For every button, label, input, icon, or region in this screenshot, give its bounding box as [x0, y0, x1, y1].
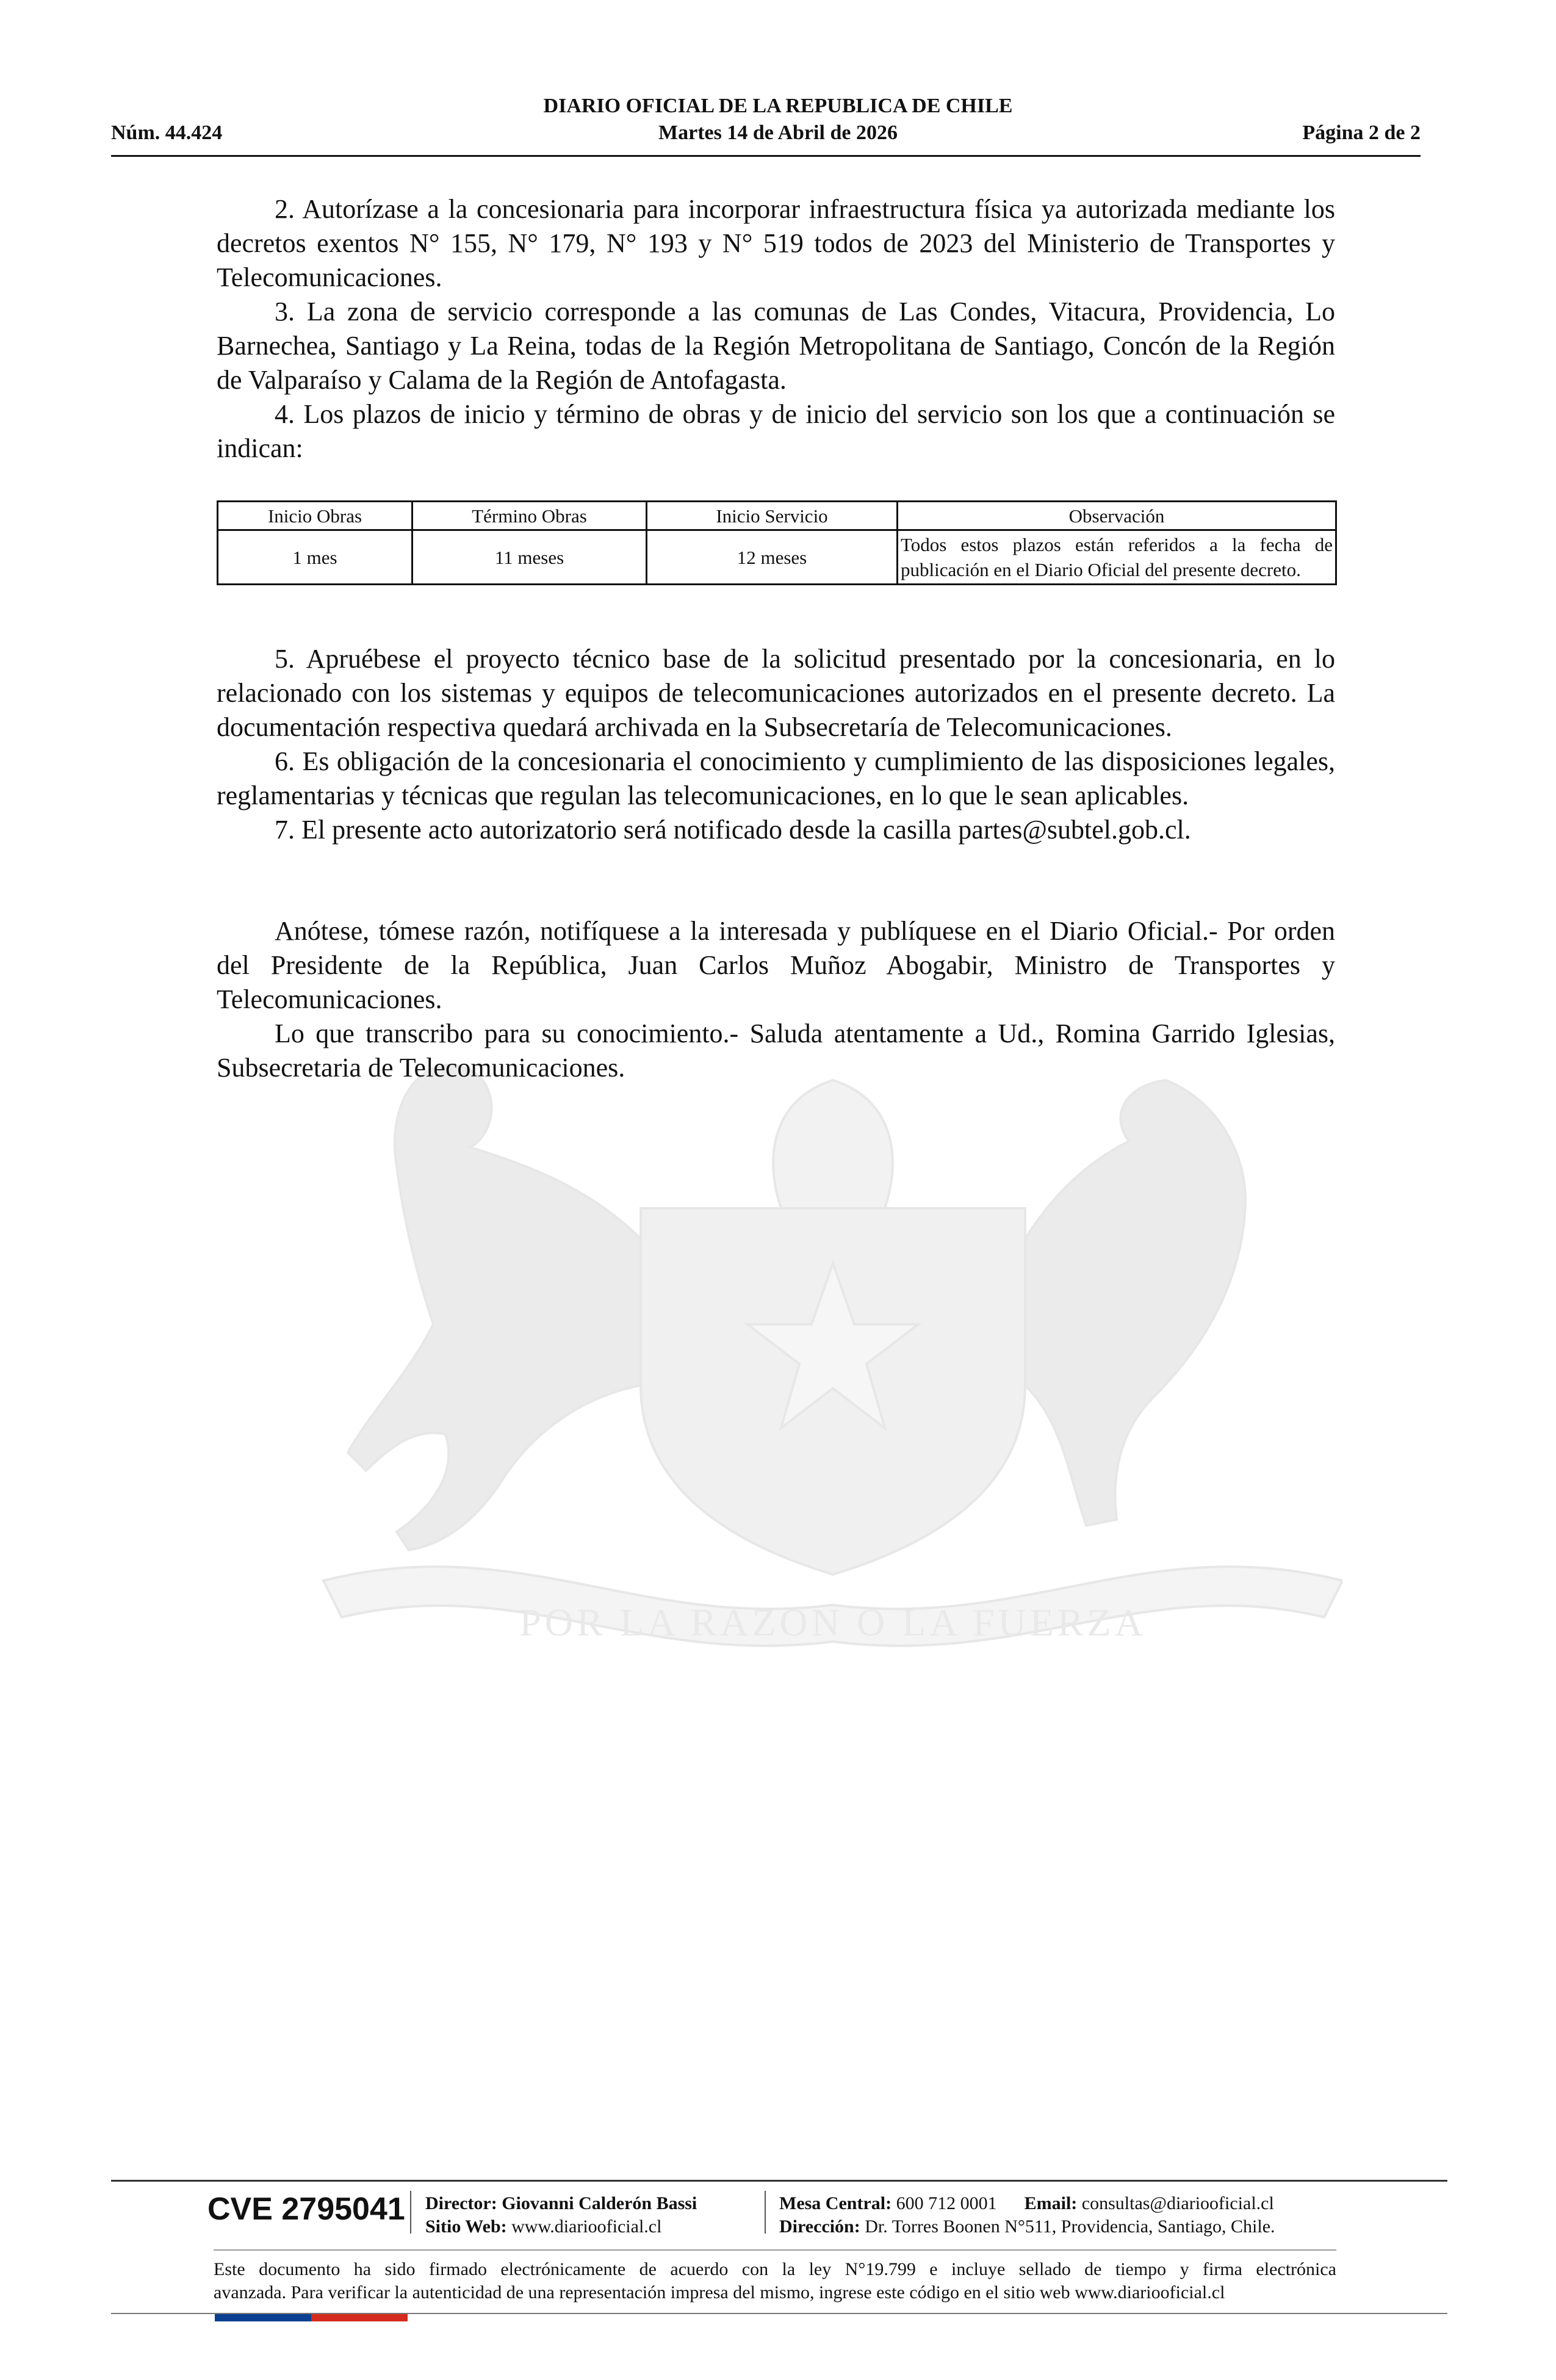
- paragraph-6: 6. Es obligación de la concesionaria el conocimiento y cumplimiento de las disposiciones legales, reglamentarias y técnicas que regulan las telecomunicaciones, en lo que le sean aplicables.: [217, 746, 1335, 810]
- paragraph-5: 5. Apruébese el proyecto técnico base de la solicitud presentado por la concesionaria, en lo relacionado con los sistemas y equipos de telecomunicaciones autorizados en el presente decreto. La documentación respectiva quedará archivada en la Subsecretaría de Telecomunicaciones.: [217, 644, 1335, 742]
- coat-of-arms-watermark: [214, 1007, 1342, 1666]
- legal-notice-line-2: avanzada. Para verificar la autenticidad de una representación impresa del mismo, ingrese este código en el sitio web www.diariooficial.cl: [214, 2282, 1225, 2302]
- footer-director: [425, 2192, 697, 2215]
- decree-body-bottom: [217, 642, 1335, 847]
- closing-paragraph-1: Anótese, tómese razón, notifíquese a la interesada y publíquese en el Diario Oficial.- Por orden del Presidente de la República, Juan Carlos Muñoz Abogabir, Ministro de Transportes y Telecomunicaciones.: [217, 916, 1335, 1014]
- website-label: Sitio Web:: [425, 2216, 507, 2237]
- footer-separator: [410, 2191, 411, 2234]
- paragraph-4: 4. Los plazos de inicio y término de obras y de inicio del servicio son los que a continuación se indican:: [217, 399, 1335, 463]
- schedule-table: [217, 500, 1337, 585]
- cell-inicio-servicio: 12 meses: [647, 530, 898, 585]
- col-header-termino-obras: Término Obras: [412, 502, 647, 530]
- issue-number: Núm. 44.424: [111, 121, 223, 144]
- col-header-inicio-servicio: Inicio Servicio: [647, 502, 898, 530]
- director-label: Director:: [425, 2193, 497, 2213]
- mesa-value: 600 712 0001: [896, 2193, 997, 2213]
- flag-stripe-blue: [215, 2314, 311, 2321]
- col-header-observacion: Observación: [898, 502, 1336, 530]
- website-link[interactable]: www.diariooficial.cl: [511, 2216, 662, 2237]
- email-label: Email:: [1024, 2193, 1078, 2213]
- cell-observacion: Todos estos plazos están referidos a la fecha de publicación en el Diario Oficial del presente decreto.: [898, 530, 1336, 585]
- footer-contact: [779, 2192, 1274, 2215]
- header-divider: [111, 155, 1421, 157]
- col-header-inicio-obras: Inicio Obras: [218, 502, 412, 530]
- footer-address: [779, 2215, 1275, 2238]
- mesa-label: Mesa Central:: [779, 2193, 892, 2213]
- footer-inner-rule: [214, 2249, 1336, 2251]
- cell-inicio-obras: 1 mes: [218, 530, 412, 585]
- newspaper-title: DIARIO OFICIAL DE LA REPUBLICA DE CHILE: [543, 95, 1013, 117]
- plume: [773, 1080, 893, 1208]
- footer-website: [425, 2215, 661, 2238]
- motto-text: POR LA RAZON O LA FUERZA: [519, 1601, 1147, 1644]
- decree-closing: [217, 914, 1335, 1085]
- paragraph-3: 3. La zona de servicio corresponde a las comunas de Las Condes, Vitacura, Providencia, Lo Barnechea, Santiago y La Reina, todas de la Región Metropolitana de Santiago, Concón de la Región de Valparaíso y Calama de la Región de Antofagasta.: [217, 297, 1335, 395]
- director-value: Giovanni Calderón Bassi: [502, 2193, 697, 2213]
- flag-stripe-red: [311, 2314, 408, 2321]
- cell-termino-obras: 11 meses: [412, 530, 647, 585]
- decree-body-top: [217, 192, 1335, 466]
- cve-code: CVE 2795041: [207, 2191, 405, 2227]
- table-header-row: [218, 502, 1336, 530]
- legal-notice-line-1: Este documento ha sido firmado electrónicamente de acuerdo con la ley N°19.799 e incluye sellado de tiempo y firma electrónica: [214, 2259, 1336, 2279]
- closing-paragraph-2: Lo que transcribo para su conocimiento.- Saluda atentamente a Ud., Romina Garrido Iglesias, Subsecretaria de Telecomunicaciones.: [217, 1019, 1335, 1083]
- address-label: Dirección:: [779, 2216, 860, 2237]
- paragraph-2: 2. Autorízase a la concesionaria para incorporar infraestructura física ya autorizada mediante los decretos exentos N° 155, N° 179, N° 193 y N° 519 todos de 2023 del Ministerio de Transportes y Telecomunicaciones.: [217, 194, 1335, 292]
- email-link[interactable]: consultas@diariooficial.cl: [1081, 2193, 1274, 2213]
- condor-figure: [1025, 1080, 1245, 1526]
- huemul-figure: [348, 1065, 641, 1550]
- footer-separator: [765, 2191, 766, 2234]
- footer-top-rule: [111, 2180, 1447, 2182]
- address-value: Dr. Torres Boonen N°511, Providencia, Santiago, Chile.: [865, 2216, 1275, 2237]
- page-number: Página 2 de 2: [1302, 121, 1421, 144]
- issue-date: Martes 14 de Abril de 2026: [658, 121, 898, 144]
- table-row: [218, 530, 1336, 585]
- paragraph-7: 7. El presente acto autorizatorio será notificado desde la casilla partes@subtel.gob.cl.: [275, 815, 1191, 845]
